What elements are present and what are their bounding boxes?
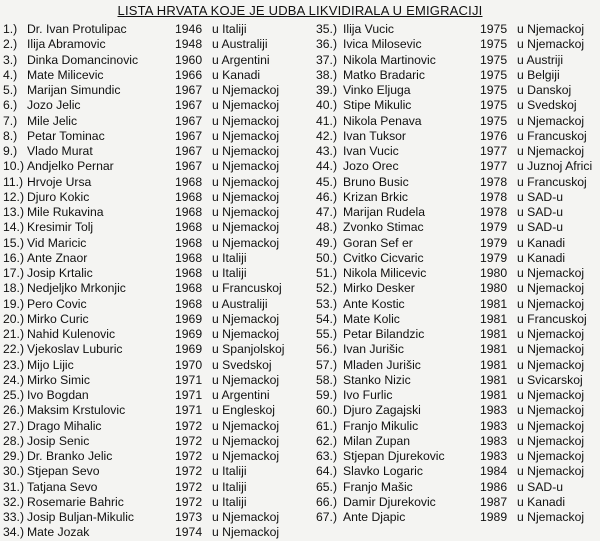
entry-number: 13.) [3,205,25,219]
place: u Italiji [212,494,247,509]
entry-number: 37.) [316,52,338,67]
entry-number: 63.) [316,449,338,463]
place: u Njemackoj [517,113,585,128]
place: u Njemackoj [212,449,280,463]
person-name: Zvonko Stimac [343,220,424,235]
entry-number: 56.) [316,342,338,357]
person-name: Vinko Eljuga [343,83,411,97]
person-name: Mladen Jurišic [343,357,421,372]
place: u Kanadi [517,250,566,265]
year: 1979 [480,235,508,250]
entry-number: 20.) [3,311,25,326]
person-name: Ivo Furlic [343,388,393,402]
person-name: Ivica Milosevic [343,37,422,52]
place: u SAD-u [517,220,564,235]
person-name: Nahid Kulenovic [27,327,116,341]
year: 1968 [175,220,203,235]
year: 1968 [175,235,203,250]
person-name: Jozo Jelic [27,98,81,113]
year: 1968 [175,281,203,296]
year: 1981 [480,311,508,326]
person-name: Dr. Ivan Protulipac [27,22,127,36]
year: 1970 [175,357,203,372]
person-name: Mirko Curic [27,311,89,326]
entry-number: 66.) [316,494,338,509]
person-name: Drago Mihalic [27,418,102,433]
year: 1967 [175,113,203,128]
place: u Njemackoj [517,266,585,280]
year: 1969 [175,327,203,341]
person-name: Vid Maricic [27,235,87,250]
year: 1978 [480,189,508,204]
entry-number: 25.) [3,388,25,402]
entry-number: 17.) [3,266,25,280]
person-name: Nedjeljko Mrkonjic [27,281,126,296]
person-name: Franjo Mikulic [343,418,419,433]
year: 1968 [175,250,203,265]
place: u Njemackoj [212,418,280,433]
person-name: Rosemarie Bahric [27,494,124,509]
place: u Njemackoj [212,144,280,158]
year: 1968 [175,205,203,219]
entry-number: 38.) [316,67,338,82]
entry-number: 53.) [316,296,338,311]
place: u Njemackoj [517,22,585,36]
year: 1971 [175,403,203,418]
entry-number: 7.) [3,113,18,128]
place: u Argentini [212,52,270,67]
year: 1960 [175,52,203,67]
place: u Njemackoj [517,281,585,296]
year: 1979 [480,250,508,265]
person-name: Mate Jozak [27,525,90,540]
entry-number: 50.) [316,250,338,265]
year: 1968 [175,296,203,311]
entry-number: 35.) [316,22,338,36]
year: 1981 [480,327,508,341]
entry-number: 1.) [3,22,18,36]
entry-number: 23.) [3,357,25,372]
place: u Italiji [212,266,247,280]
person-name: Maksim Krstulovic [27,403,126,418]
place: u Njemackoj [212,510,280,524]
person-name: Ante Znaor [27,250,88,265]
place: u Njemackoj [212,327,280,341]
entry-number: 44.) [316,159,338,174]
place: u Kanadi [517,494,566,509]
year: 1978 [480,205,508,219]
entry-number: 22.) [3,342,25,357]
place: u Njemackoj [212,83,280,97]
person-name: Josip Krtalic [27,266,93,280]
year: 1967 [175,159,203,174]
person-name: Franjo Mašic [343,479,413,494]
place: u Njemackoj [212,220,280,235]
entry-number: 32.) [3,494,25,509]
year: 1975 [480,67,508,82]
person-name: Krizan Brkic [343,189,409,204]
person-name: Petar Tominac [27,128,105,143]
year: 1989 [480,510,508,524]
entry-number: 67.) [316,510,338,524]
person-name: Djuro Kokic [27,189,90,204]
place: u Njemackoj [212,433,280,448]
year: 1969 [175,311,203,326]
place: u Njemackoj [517,464,585,479]
entry-number: 21.) [3,327,25,341]
place: u Australiji [212,37,268,52]
entry-number: 41.) [316,113,338,128]
person-name: Nikola Milicevic [343,266,427,280]
person-name: Mirko Desker [343,281,415,296]
place: u Njemackoj [517,296,585,311]
place: u Francuskoj [212,281,282,296]
person-name: Slavko Logaric [343,464,423,479]
entry-number: 58.) [316,372,338,387]
person-name: Dinka Domancinovic [27,52,139,67]
year: 1966 [175,67,203,82]
entry-number: 65.) [316,479,338,494]
person-name: Bruno Busic [343,174,409,189]
place: u Spanjolskoj [212,342,285,357]
person-name: Mirko Simic [27,372,90,387]
entry-number: 4.) [3,67,18,82]
person-name: Kresimir Tolj [27,220,94,235]
person-name: Jozo Orec [343,159,399,174]
entry-number: 30.) [3,464,25,479]
place: u Njemackoj [212,113,280,128]
year: 1971 [175,372,203,387]
year: 1986 [480,479,508,494]
year: 1981 [480,388,508,402]
year: 1948 [175,37,203,52]
place: u Kanadi [517,235,566,250]
person-name: Andjelko Pernar [27,159,114,174]
place: u Svedskoj [212,357,272,372]
entry-number: 34.) [3,525,25,540]
person-name: Mile Jelic [27,113,78,128]
year: 1983 [480,433,508,448]
person-name: Stanko Nizic [343,372,411,387]
place: u Belgiji [517,67,560,82]
year: 1975 [480,52,508,67]
place: u Njemackoj [212,525,280,540]
year: 1980 [480,266,508,280]
year: 1978 [480,174,508,189]
year: 1975 [480,37,508,52]
year: 1981 [480,342,508,357]
place: u Njemackoj [212,372,280,387]
year: 1967 [175,83,203,97]
entry-number: 46.) [316,189,338,204]
place: u Njemackoj [517,388,585,402]
year: 1969 [175,342,203,357]
entry-number: 45.) [316,174,338,189]
place: u Italiji [212,22,247,36]
person-name: Vjekoslav Luburic [27,342,123,357]
year: 1967 [175,128,203,143]
place: u Juznoj Africi [517,159,593,174]
place: u Danskoj [517,83,572,97]
entry-number: 42.) [316,128,338,143]
year: 1972 [175,418,203,433]
entry-number: 5.) [3,83,18,97]
place: u Francuskoj [517,174,587,189]
place: u Francuskoj [517,128,587,143]
entry-number: 19.) [3,296,25,311]
place: u Njemackoj [517,357,585,372]
place: u Njemackoj [517,144,585,158]
person-name: Petar Bilandzic [343,327,425,341]
person-name: Mile Rukavina [27,205,104,219]
entry-number: 31.) [3,479,25,494]
year: 1971 [175,388,203,402]
year: 1981 [480,372,508,387]
person-name: Damir Djurekovic [343,494,436,509]
entry-number: 28.) [3,433,25,448]
year: 1977 [480,144,508,158]
person-name: Mijo Lijic [27,357,74,372]
year: 1987 [480,494,508,509]
year: 1977 [480,159,508,174]
place: u Njemackoj [212,98,280,113]
year: 1975 [480,22,508,36]
year: 1984 [480,464,508,479]
place: u Njemackoj [212,128,280,143]
place: u Njemackoj [212,235,280,250]
year: 1967 [175,144,203,158]
entry-number: 48.) [316,220,338,235]
entry-number: 15.) [3,235,25,250]
entry-number: 60.) [316,403,338,418]
year: 1975 [480,113,508,128]
entry-number: 33.) [3,510,25,524]
year: 1968 [175,174,203,189]
person-name: Ilija Vucic [343,22,395,36]
person-name: Matko Bradaric [343,67,425,82]
place: u SAD-u [517,189,564,204]
year: 1968 [175,189,203,204]
person-name: Ivo Bogdan [27,388,89,402]
entry-number: 57.) [316,357,338,372]
entry-number: 3.) [3,52,18,67]
person-name: Stjepan Djurekovic [343,449,445,463]
person-name: Ivan Jurišic [343,342,404,357]
person-name: Goran Sef er [343,235,413,250]
person-name: Ivan Vucic [343,144,399,158]
year: 1983 [480,403,508,418]
place: u Njemackoj [212,159,280,174]
person-name: Mate Milicevic [27,67,104,82]
place: u Njemackoj [517,403,585,418]
person-name: Djuro Zagajski [343,403,421,418]
place: u Kanadi [212,67,261,82]
person-name: Ilija Abramovic [27,37,106,52]
year: 1972 [175,479,203,494]
person-name: Dr. Branko Jelic [27,449,113,463]
person-name: Ante Kostic [343,296,405,311]
year: 1979 [480,220,508,235]
year: 1981 [480,296,508,311]
entry-number: 8.) [3,128,18,143]
entry-number: 24.) [3,372,25,387]
place: u Francuskoj [517,311,587,326]
place: u Njemackoj [212,311,280,326]
entry-number: 61.) [316,418,338,433]
entry-number: 18.) [3,281,25,296]
year: 1976 [480,128,508,143]
place: u SAD-u [517,479,564,494]
year: 1972 [175,494,203,509]
year: 1975 [480,83,508,97]
entry-number: 16.) [3,250,25,265]
entry-number: 54.) [316,311,338,326]
entry-number: 12.) [3,189,25,204]
person-name: Josip Buljan-Mikulic [27,510,135,524]
entry-number: 47.) [316,205,338,219]
year: 1983 [480,418,508,433]
place: u Italiji [212,250,247,265]
entry-number: 39.) [316,83,338,97]
year: 1972 [175,449,203,463]
place: u Svicarskoj [517,372,583,387]
year: 1972 [175,464,203,479]
place: u Italiji [212,464,247,479]
year: 1983 [480,449,508,463]
year: 1973 [175,510,203,524]
person-name: Milan Zupan [343,433,411,448]
person-name: Ivan Tuksor [343,128,406,143]
year: 1967 [175,98,203,113]
person-name: Mate Kolic [343,311,400,326]
place: u Engleskoj [212,403,276,418]
entry-number: 26.) [3,403,25,418]
year: 1975 [480,98,508,113]
entry-number: 52.) [316,281,338,296]
place: u Njemackoj [212,174,280,189]
person-name: Vlado Murat [27,144,93,158]
entry-number: 29.) [3,449,25,463]
place: u Argentini [212,388,270,402]
person-name: Ante Djapic [343,510,406,524]
year: 1980 [480,281,508,296]
entry-number: 27.) [3,418,25,433]
person-name: Hrvoje Ursa [27,174,92,189]
place: u Austriji [517,52,564,67]
entry-number: 59.) [316,388,338,402]
entry-number: 2.) [3,37,18,52]
person-name: Stipe Mikulic [343,98,412,113]
entry-number: 51.) [316,266,338,280]
person-name: Nikola Martinovic [343,52,436,67]
entry-number: 6.) [3,98,18,113]
person-name: Tatjana Sevo [27,479,98,494]
person-name: Marijan Simundic [27,83,121,97]
place: u Njemackoj [517,433,585,448]
place: u Italiji [212,479,247,494]
year: 1981 [480,357,508,372]
place: u Australiji [212,296,268,311]
entry-number: 10.) [3,159,25,174]
place: u Njemackoj [517,327,585,341]
entry-number: 55.) [316,327,338,341]
entry-number: 14.) [3,220,25,235]
person-name: Stjepan Sevo [27,464,100,479]
entry-number: 62.) [316,433,338,448]
year: 1946 [175,22,203,36]
place: u Njemackoj [517,418,585,433]
document-title: LISTA HRVATA KOJE JE UDBA LIKVIDIRALA U EMIGRACIJI [117,3,483,18]
entry-number: 9.) [3,144,18,158]
person-name: Josip Senic [27,433,90,448]
place: u SAD-u [517,205,564,219]
place: u Njemackoj [517,449,585,463]
person-name: Nikola Penava [343,113,422,128]
place: u Njemackoj [517,37,585,52]
person-name: Cvitko Cicvaric [343,250,424,265]
entry-number: 11.) [3,174,24,189]
place: u Svedskoj [517,98,577,113]
entry-number: 36.) [316,37,338,52]
entry-number: 64.) [316,464,338,479]
entry-number: 40.) [316,98,338,113]
entry-number: 43.) [316,144,338,158]
person-name: Marijan Rudela [343,205,425,219]
year: 1968 [175,266,203,280]
year: 1974 [175,525,203,540]
place: u Njemackoj [517,510,585,524]
place: u Njemackoj [212,189,280,204]
place: u Njemackoj [517,342,585,357]
place: u Njemackoj [212,205,280,219]
person-name: Pero Covic [27,296,87,311]
entry-number: 49.) [316,235,338,250]
year: 1972 [175,433,203,448]
